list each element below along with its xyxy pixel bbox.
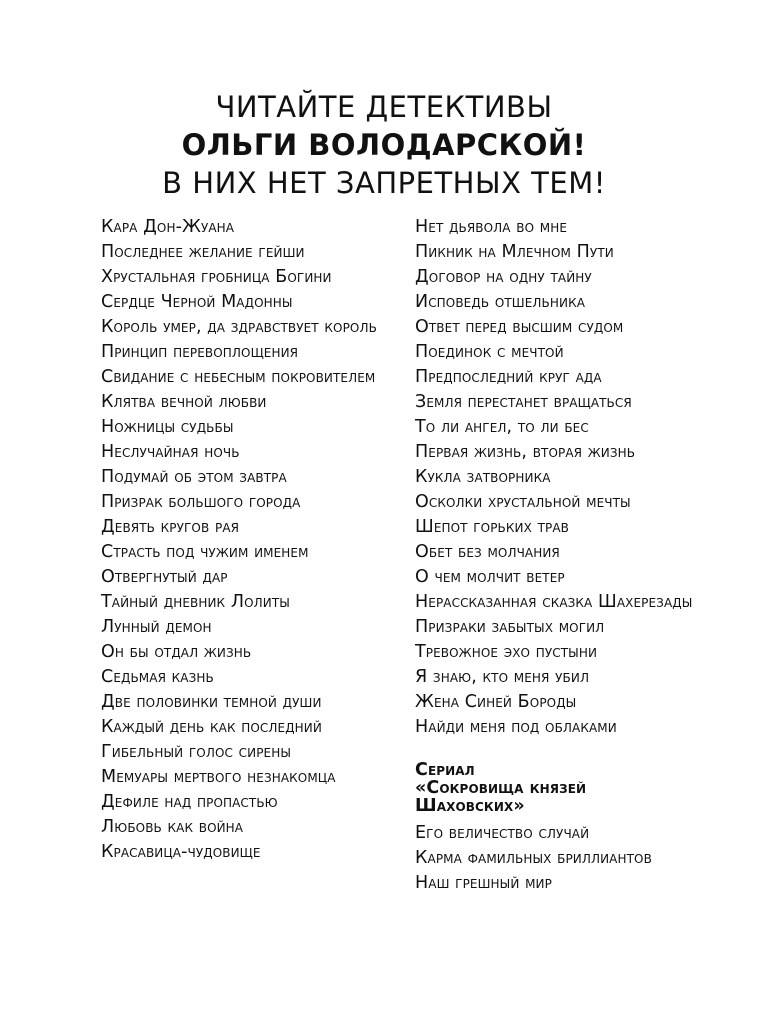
- book-title: Седьмая казнь: [101, 667, 214, 687]
- book-title: Любовь как война: [101, 817, 244, 837]
- book-title: Кара Дон-Жуана: [101, 217, 235, 237]
- page-heading: [0, 88, 768, 202]
- book-list-right: [415, 218, 715, 899]
- book-title: Отвергнутый дар: [101, 567, 228, 587]
- book-title: Хрустальная гробница Богини: [101, 267, 332, 287]
- series-book-title: Наш грешный мир: [415, 873, 552, 893]
- series-title-line-3: Шаховских»: [415, 796, 525, 816]
- book-title: Найди меня под облаками: [415, 717, 617, 737]
- book-title: Клятва вечной любви: [101, 392, 267, 412]
- book-title: Осколки хрустальной мечты: [415, 492, 631, 512]
- book-title: Земля перестанет вращаться: [415, 392, 632, 412]
- heading-line-3: В НИХ НЕТ ЗАПРЕТНЫХ ТЕМ!: [162, 166, 606, 200]
- book-title: О чем молчит ветер: [415, 567, 565, 587]
- book-title: Тайный дневник Лолиты: [101, 592, 290, 612]
- book-list-left: [101, 218, 401, 868]
- book-title: Король умер, да здравствует король: [101, 317, 377, 337]
- book-title: Пикник на Млечном Пути: [415, 242, 614, 262]
- book-title: Жена Синей Бороды: [415, 692, 577, 712]
- book-title: Нерассказанная сказка Шахерезады: [415, 592, 693, 612]
- book-title: Призрак большого города: [101, 492, 301, 512]
- book-title: Свидание с небесным покровителем: [101, 367, 376, 387]
- book-title: Две половинки темной души: [101, 692, 322, 712]
- book-title: Ножницы судьбы: [101, 417, 234, 437]
- book-title: Я знаю, кто меня убил: [415, 667, 590, 687]
- book-title: Первая жизнь, вторая жизнь: [415, 442, 636, 462]
- book-title: Мемуары мертвого незнакомца: [101, 767, 336, 787]
- series-book-title: Карма фамильных бриллиантов: [415, 848, 652, 868]
- book-title: Красавица-чудовище: [101, 842, 261, 862]
- book-title: Предпоследний круг ада: [415, 367, 602, 387]
- series-book-title: Его величество случай: [415, 823, 590, 843]
- book-title: Ответ перед высшим судом: [415, 317, 624, 337]
- book-title: Нет дьявола во мне: [415, 217, 568, 237]
- book-title: То ли ангел, то ли бес: [415, 417, 589, 437]
- book-title: Кукла затворника: [415, 467, 551, 487]
- book-title: Дефиле над пропастью: [101, 792, 278, 812]
- book-title: Он бы отдал жизнь: [101, 642, 252, 662]
- book-title: Обет без молчания: [415, 542, 560, 562]
- book-title: Принцип перевоплощения: [101, 342, 299, 362]
- book-title: Неслучайная ночь: [101, 442, 240, 462]
- heading-line-1: ЧИТАЙТЕ ДЕТЕКТИВЫ: [215, 90, 553, 124]
- book-title: Договор на одну тайну: [415, 267, 592, 287]
- series-title-line-1: Сериал: [415, 760, 475, 780]
- series-title-line-2: «Сокровища князей: [415, 778, 587, 798]
- book-title: Шепот горьких трав: [415, 517, 569, 537]
- book-title: Призраки забытых могил: [415, 617, 605, 637]
- book-title: Исповедь отшельника: [415, 292, 585, 312]
- book-title: Тревожное эхо пустыни: [415, 642, 598, 662]
- series-title: [415, 761, 715, 815]
- book-title: Каждый день как последний: [101, 717, 322, 737]
- book-title: Сердце Черной Мадонны: [101, 292, 293, 312]
- book-title: Подумай об этом завтра: [101, 467, 287, 487]
- book-title: Гибельный голос сирены: [101, 742, 292, 762]
- book-title: Страсть под чужим именем: [101, 542, 309, 562]
- book-title: Лунный демон: [101, 617, 212, 637]
- book-title: Девять кругов рая: [101, 517, 240, 537]
- heading-line-2-author: ОЛЬГИ ВОЛОДАРСКОЙ!: [181, 128, 587, 162]
- book-title: Последнее желание гейши: [101, 242, 305, 262]
- book-title: Поединок с мечтой: [415, 342, 564, 362]
